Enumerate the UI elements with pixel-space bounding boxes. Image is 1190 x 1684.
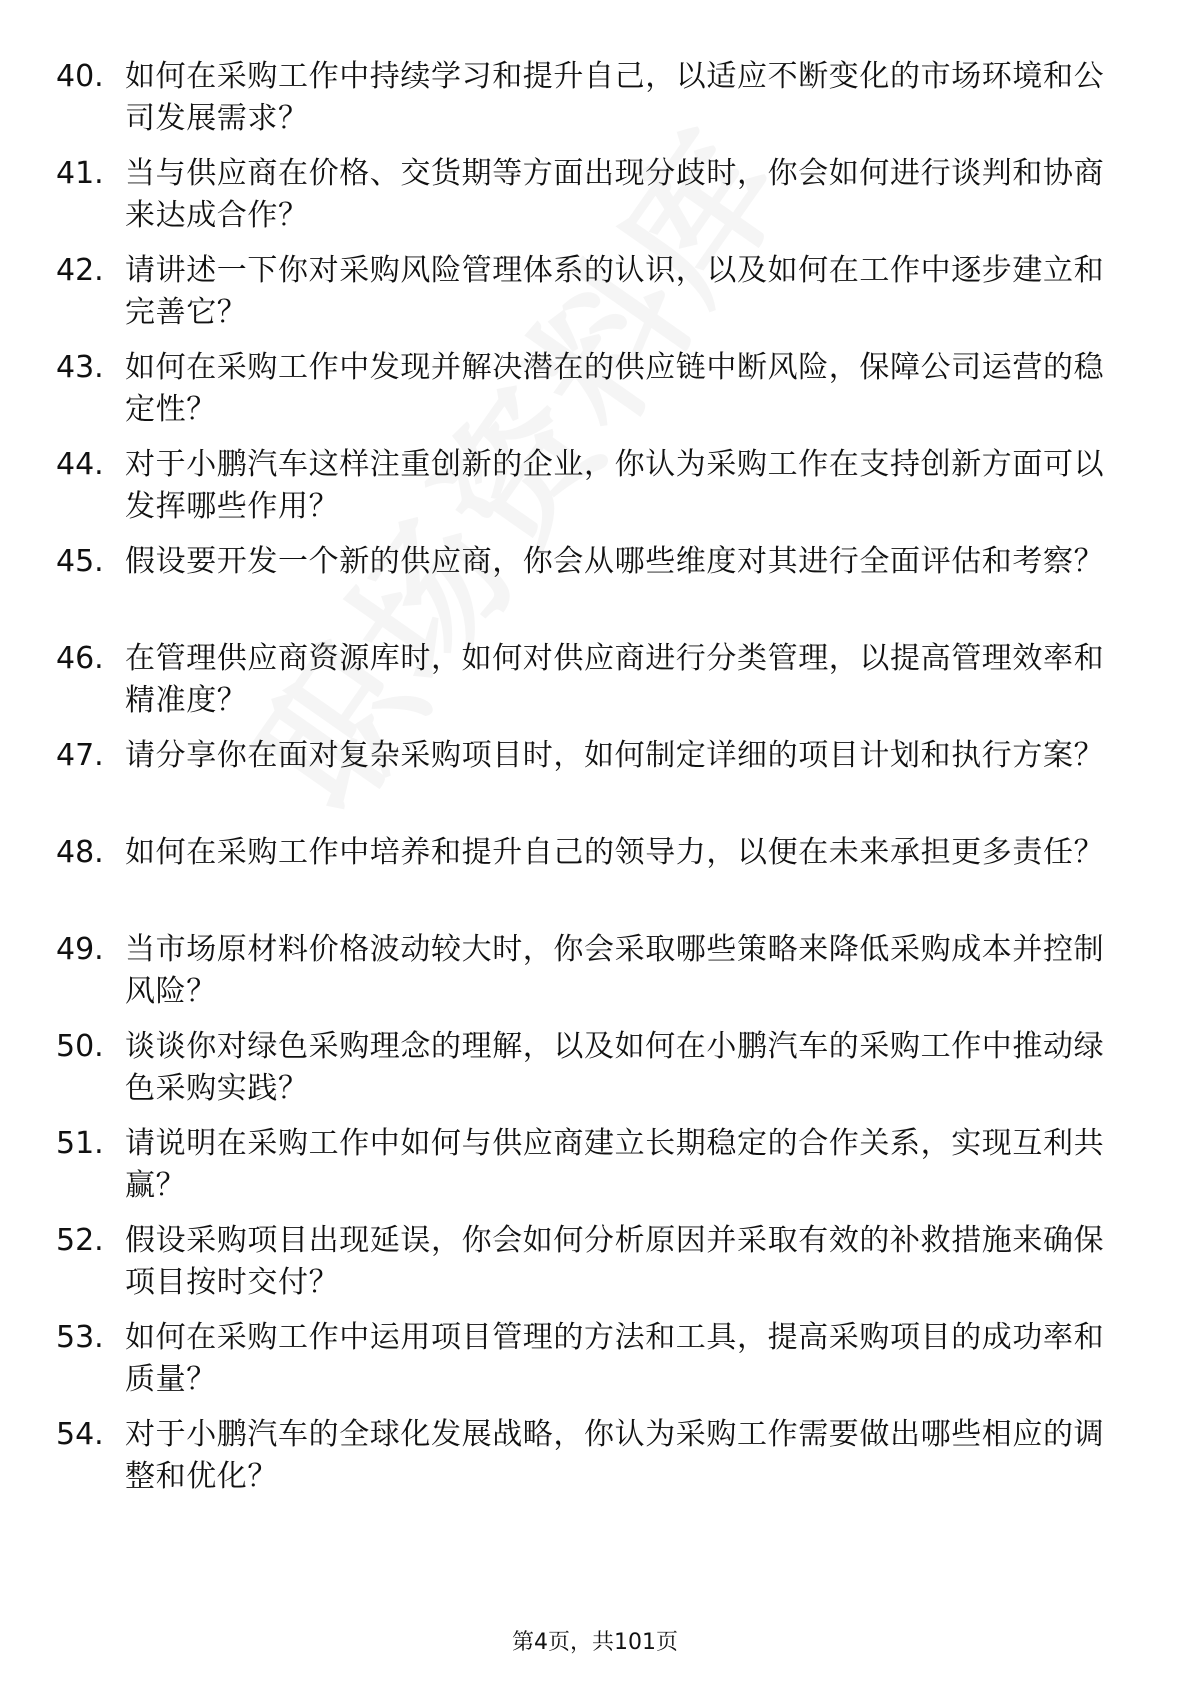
question-number: 42.	[56, 253, 104, 288]
question-item	[0, 347, 1190, 443]
question-item	[0, 56, 1190, 152]
question-text: 如何在采购工作中运用项目管理的方法和工具，提高采购项目的成功率和质量？	[125, 1320, 1105, 1397]
question-number: 47.	[56, 738, 104, 773]
question-number: 44.	[56, 447, 104, 482]
question-item	[0, 444, 1190, 540]
question-number: 46.	[56, 641, 104, 676]
question-text: 请讲述一下你对采购风险管理体系的认识，以及如何在工作中逐步建立和完善它？	[125, 253, 1105, 330]
question-item	[0, 1414, 1190, 1510]
question-number: 45.	[56, 544, 104, 579]
question-number: 48.	[56, 835, 104, 870]
question-text: 在管理供应商资源库时，如何对供应商进行分类管理，以提高管理效率和精准度？	[125, 641, 1105, 718]
question-text: 对于小鹏汽车的全球化发展战略，你认为采购工作需要做出哪些相应的调整和优化？	[125, 1417, 1105, 1494]
question-text: 如何在采购工作中持续学习和提升自己，以适应不断变化的市场环境和公司发展需求？	[125, 59, 1105, 136]
page-footer: 第4页，共101页	[512, 1630, 678, 1655]
question-text: 如何在采购工作中培养和提升自己的领导力，以便在未来承担更多责任？	[125, 835, 1105, 870]
question-text: 如何在采购工作中发现并解决潜在的供应链中断风险，保障公司运营的稳定性？	[125, 350, 1105, 427]
question-text: 请说明在采购工作中如何与供应商建立长期稳定的合作关系，实现互利共赢？	[125, 1126, 1105, 1203]
question-item	[0, 1123, 1190, 1219]
question-text: 当市场原材料价格波动较大时，你会采取哪些策略来降低采购成本并控制风险？	[125, 932, 1105, 1009]
question-number: 51.	[56, 1126, 104, 1161]
question-item	[0, 929, 1190, 1025]
question-text: 假设采购项目出现延误，你会如何分析原因并采取有效的补救措施来确保项目按时交付？	[125, 1223, 1105, 1300]
question-number: 41.	[56, 156, 104, 191]
question-item	[0, 832, 1190, 928]
question-text: 谈谈你对绿色采购理念的理解，以及如何在小鹏汽车的采购工作中推动绿色采购实践？	[125, 1029, 1105, 1106]
question-number: 50.	[56, 1029, 104, 1064]
question-number: 49.	[56, 932, 104, 967]
question-item	[0, 153, 1190, 249]
question-item	[0, 1026, 1190, 1122]
question-item	[0, 250, 1190, 346]
question-number: 52.	[56, 1223, 104, 1258]
question-text: 假设要开发一个新的供应商，你会从哪些维度对其进行全面评估和考察？	[125, 544, 1105, 579]
question-number: 54.	[56, 1417, 104, 1452]
question-item	[0, 638, 1190, 734]
question-text: 当与供应商在价格、交货期等方面出现分歧时，你会如何进行谈判和协商来达成合作？	[125, 156, 1105, 233]
question-item	[0, 735, 1190, 831]
question-number: 40.	[56, 59, 104, 94]
question-number: 53.	[56, 1320, 104, 1355]
question-text: 请分享你在面对复杂采购项目时，如何制定详细的项目计划和执行方案？	[125, 738, 1105, 773]
question-item	[0, 1317, 1190, 1413]
question-text: 对于小鹏汽车这样注重创新的企业，你认为采购工作在支持创新方面可以发挥哪些作用？	[125, 447, 1105, 524]
question-number: 43.	[56, 350, 104, 385]
question-item	[0, 1220, 1190, 1316]
question-item	[0, 541, 1190, 637]
